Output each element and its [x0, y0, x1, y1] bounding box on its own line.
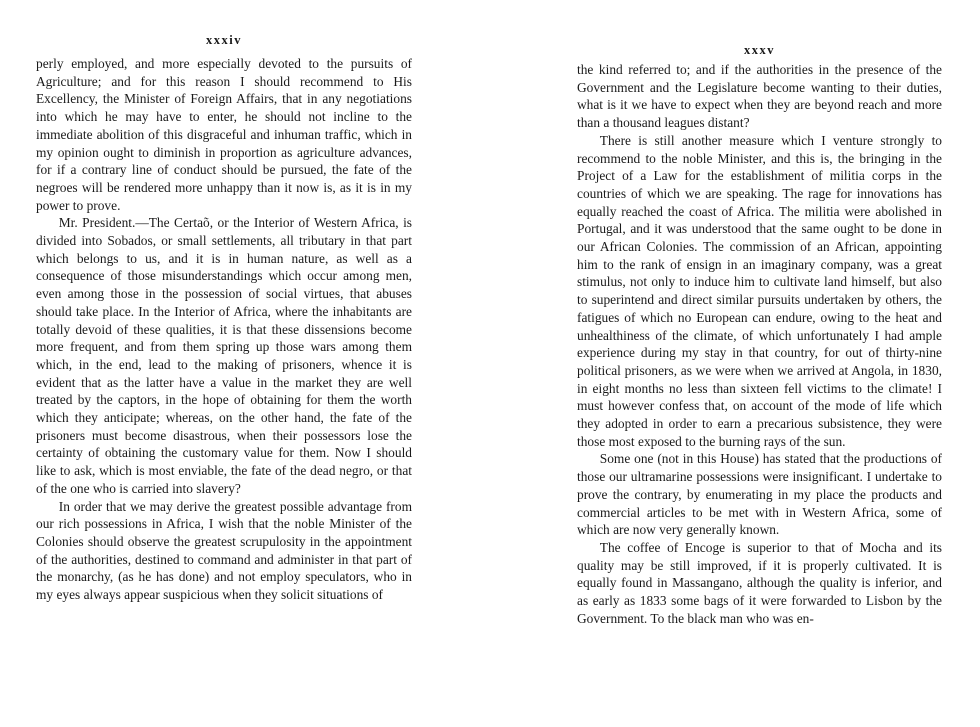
- paragraph: Mr. President.—The Certaõ, or the Interior of Western Africa, is divided into Sobados, or small settlements, all tributary in that part which belongs to us, and it is in human nature, as well as a consequence of those misunderstandings which occur among men, even among those in the possession of social virtues, that abuses should take place. In the Interior of Africa, where the inhabitants are totally devoid of these qualities, it is that these dissensions become more frequent, and from them spring up those wars among them which, in the end, lead to the making of prisoners, whence it is evident that as the latter have a value in the market they are well treated by the captors, in the hope of obtaining for them the worth which they anticipate; whereas, on the other hand, the fate of the prisoners must become disastrous, when their possessors lose the certainty of obtaining the customary value for them. Now I should like to ask, which is most enviable, the fate of the dead negro, or that of the one who is carried into slavery?: [36, 215, 412, 496]
- paragraph: In order that we may derive the greatest possible advantage from our rich possessions in Africa, I wish that the noble Minister of the Colonies should observe the greatest scrupulosity in the appointment of the authorities, destined to command and administer in that part of the monarchy, (as he has done) and not employ speculators, who in my eyes always appear suspicious when they solicit situations of: [36, 498, 412, 603]
- paragraph: Some one (not in this House) has stated that the productions of those our ultramarine possessions were insignificant. I undertake to prove the contrary, by enumerating in my place the products and commercial articles to be met with in Western Africa, some of which are now very generally known.: [577, 451, 942, 538]
- left-page: [36, 0, 412, 604]
- paragraph: perly employed, and more especially devoted to the pursuits of Agriculture; and for this reason I should recommend to His Excellency, the Minister of Foreign Affairs, that in any negotiations into which he may have to enter, he should not incline to the immediate abolition of this disgraceful and inhuman traffic, which in my opinion ought to diminish in proportion as agriculture advances, for if a contrary line of conduct should be pursued, the fate of the negroes will be rendered more unhappy than it now is, as it is in my power to prove.: [36, 56, 412, 213]
- paragraph: There is still another measure which I venture strongly to recommend to the noble Minister, and this is, the bringing in the Project of a Law for the establishment of militia corps in the countries of which we are speaking. The rage for innovations has equally reached the coast of Africa. The militia were abolished in Portugal, and it was understood that the same ought to be done in our African Colonies. The commission of an African, appointing him to the rank of ensign in an imaginary company, was a great stimulus, not only to induce him to cultivate land himself, but also to superintend and direct similar pursuits undertaken by others, the fatigues of which no European can endure, owing to the heat and unhealthiness of the climate, of which unfortunately I had ample experience during my stay in that country, for out of thirty-nine political prisoners, as we were when we arrived at Angola, in 1830, in eight months no less than sixteen fell victims to the climate! I must however confess that, on account of the mode of life which they adopted in order to earn a precarious subsistence, they were those most exposed to the burning rays of the sun.: [577, 132, 942, 449]
- page-number: xxxv: [744, 43, 775, 57]
- page-number: xxxiv: [206, 33, 242, 47]
- right-page: [577, 0, 942, 628]
- paragraph: the kind referred to; and if the authorities in the presence of the Government and the Legislature become wanting to their duties, what is it we have to expect when they are beyond reach and more than a thousand leagues distant?: [577, 62, 942, 131]
- paragraph: The coffee of Encoge is superior to that of Mocha and its quality may be still improved, if it is properly cultivated. It is equally found in Massangano, although the quality is inferior, and as early as 1833 some bags of it were forwarded to Lisbon by the Government. To the black man who was en-: [577, 539, 942, 626]
